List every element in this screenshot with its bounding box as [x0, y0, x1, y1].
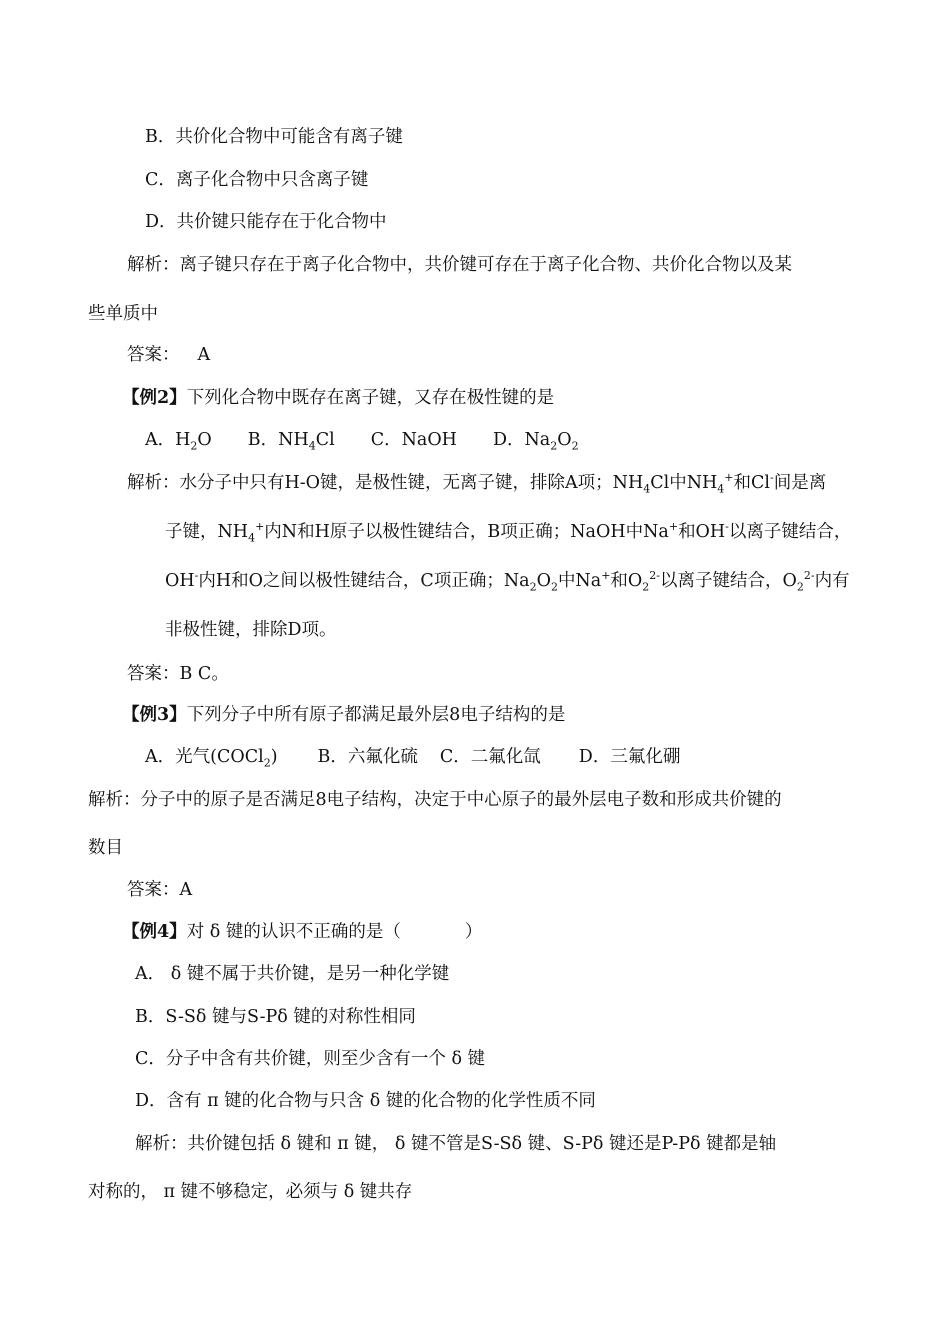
q3-analysis-line2: 数目: [88, 838, 123, 858]
q1-option-b: B．共价化合物中可能含有离子键: [145, 127, 403, 147]
q3-option-b: B．六氟化硫: [317, 747, 418, 767]
q3-stem-line: [122, 703, 565, 727]
q4-option-b: B．S-Sδ 键与S-Pδ 键的对称性相同: [135, 1007, 416, 1027]
q2-stem: 下列化合物中既存在离子键，又存在极性键的是: [186, 388, 555, 408]
q1-option-d: D．共价键只能存在于化合物中: [145, 212, 387, 232]
q3-answer: 答案：A: [127, 880, 193, 900]
q3-option-a: A．光气(COCl$_2$): [145, 747, 278, 770]
q4-option-d: D．含有 π 键的化合物与只含 δ 键的化合物的化学性质不同: [135, 1091, 596, 1111]
q1-option-c: C．离子化合物中只含离子键: [145, 170, 369, 190]
q4-stem: 对 δ 键的认识不正确的是（: [186, 922, 401, 942]
q1-analysis-line2: 些单质中: [88, 304, 158, 324]
q3-option-c: C．二氟化氙: [439, 747, 541, 767]
q2-analysis-line4: 非极性键，排除D项。: [165, 620, 337, 640]
q2-analysis-line1: 解析：水分子中只有H-O键，是极性键，无离子键，排除A项；$NH_4Cl$中$NH_4^+$和Cl-间是离: [127, 471, 827, 496]
q2-stem-line: [122, 386, 554, 410]
q4-analysis-line2: 对称的， π 键不够稳定，必须与 δ 键共存: [88, 1182, 413, 1202]
q3-analysis-line1: 解析：分子中的原子是否满足8电子结构，决定于中心原子的最外层电子数和形成共价键的: [88, 790, 782, 810]
q2-answer: 答案：B C。: [127, 664, 229, 684]
q2-options: [145, 428, 579, 452]
q3-tag: 【例3】: [122, 705, 187, 725]
q2-analysis-line2: 子键，$NH_4^+$内N和H原子以极性键结合，B项正确；NaOH中Na+和OH-以离子键结合，: [165, 520, 852, 545]
q4-stem-close: ）: [464, 922, 483, 942]
q2-option-b: B．$NH_4Cl$: [247, 430, 335, 453]
q4-option-a: A． δ 键不属于共价键，是另一种化学键: [135, 964, 450, 984]
q2-tag: 【例2】: [122, 388, 187, 408]
q4-stem-line: [122, 920, 482, 944]
q1-answer-value: A: [197, 345, 211, 365]
q2-option-a: A．$H_2O$: [145, 430, 212, 453]
q1-answer: [127, 343, 210, 367]
q4-option-c: C．分子中含有共价键，则至少含有一个 δ 键: [135, 1049, 486, 1069]
q3-options: [145, 745, 680, 769]
q4-tag: 【例4】: [122, 922, 187, 942]
q2-option-d: D．$Na_2O_2$: [492, 430, 579, 453]
q1-analysis-line1: 解析：离子键只存在于离子化合物中，共价键可存在于离子化合物、共价化合物以及某: [127, 255, 792, 275]
q1-answer-label: 答案：: [127, 345, 180, 365]
q3-stem: 下列分子中所有原子都满足最外层8电子结构的是: [186, 705, 566, 725]
q4-analysis-line1: 解析：共价键包括 δ 键和 π 键， δ 键不管是S-Sδ 键、S-Pδ 键还是P-Pδ 键都是轴: [135, 1134, 777, 1154]
q2-analysis-line3: OH-内H和O之间以极性键结合，C项正确；$Na_2O_2$中Na+和$O_2^{2-}$以离子键结合，$O_2^{2-}$内有: [165, 569, 850, 594]
q2-option-c: C．NaOH: [370, 430, 457, 450]
q3-option-d: D．三氟化硼: [578, 747, 681, 767]
